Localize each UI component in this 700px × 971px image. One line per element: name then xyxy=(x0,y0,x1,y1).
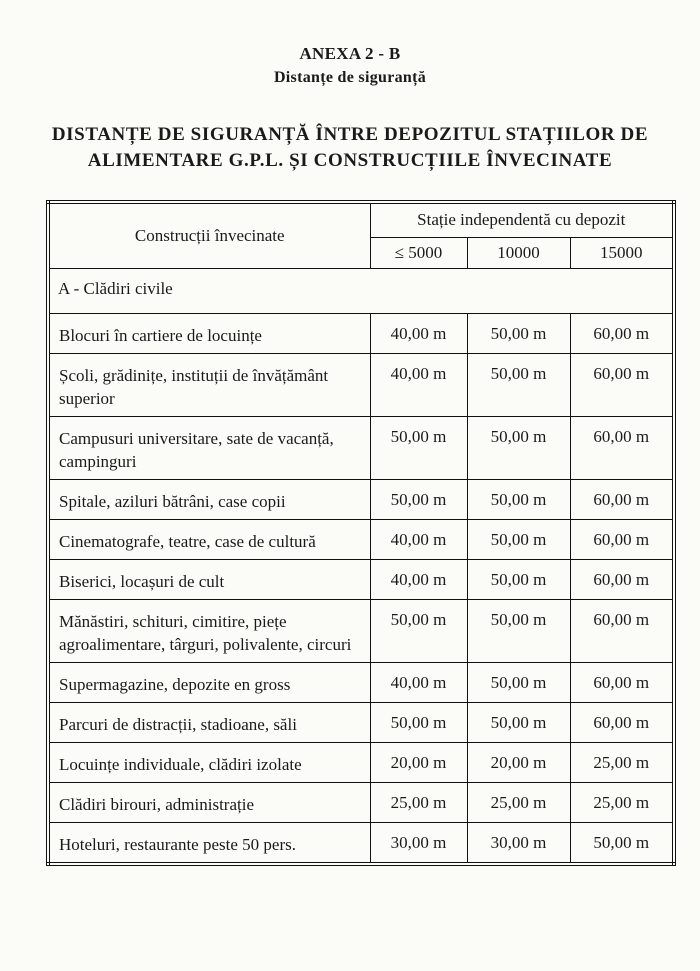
row-construction-name: Cinematografe, teatre, case de cultură xyxy=(48,520,370,560)
row-distance-15000: 60,00 m xyxy=(570,480,674,520)
row-distance-10000: 50,00 m xyxy=(467,314,570,354)
annex-subtitle: Distanțe de siguranță xyxy=(273,69,427,86)
row-construction-name: Spitale, aziluri bătrâni, case copii xyxy=(48,480,370,520)
section-civil-buildings: A - Clădiri civile xyxy=(48,269,674,314)
row-distance-15000: 60,00 m xyxy=(570,520,674,560)
row-construction-name: Blocuri în cartiere de locuințe xyxy=(48,314,370,354)
row-distance-15000: 25,00 m xyxy=(570,783,674,823)
row-distance-5000: 50,00 m xyxy=(370,600,467,663)
table-row xyxy=(48,314,674,354)
row-distance-10000: 50,00 m xyxy=(467,703,570,743)
document-title-line-1: DISTANȚE DE SIGURANȚĂ ÎNTRE DEPOZITUL STAȚIILOR DE xyxy=(51,124,649,145)
table-row xyxy=(48,480,674,520)
row-distance-10000: 25,00 m xyxy=(467,783,570,823)
row-distance-5000: 50,00 m xyxy=(370,417,467,480)
table-row xyxy=(48,783,674,823)
row-distance-5000: 50,00 m xyxy=(370,480,467,520)
header-independent-station: Stație independentă cu depozit xyxy=(370,202,674,237)
row-distance-5000: 30,00 m xyxy=(370,823,467,865)
row-distance-5000: 40,00 m xyxy=(370,663,467,703)
row-distance-10000: 50,00 m xyxy=(467,600,570,663)
document-title-line-2: ALIMENTARE G.P.L. ȘI CONSTRUCȚIILE ÎNVECINATE xyxy=(87,150,613,171)
document-title xyxy=(0,122,700,174)
row-construction-name: Clădiri birouri, administrație xyxy=(48,783,370,823)
row-construction-name: Mănăstiri, schituri, cimitire, piețe agroalimentare, târguri, polivalente, circuri xyxy=(48,600,370,663)
row-distance-15000: 60,00 m xyxy=(570,663,674,703)
row-distance-15000: 60,00 m xyxy=(570,417,674,480)
table-row xyxy=(48,354,674,417)
row-construction-name: Parcuri de distracții, stadioane, săli xyxy=(48,703,370,743)
row-construction-name: Locuințe individuale, clădiri izolate xyxy=(48,743,370,783)
row-distance-10000: 50,00 m xyxy=(467,520,570,560)
table-row xyxy=(48,520,674,560)
section-row xyxy=(48,269,674,314)
table-row xyxy=(48,600,674,663)
annex-title: ANEXA 2 - B xyxy=(299,44,401,63)
table-row xyxy=(48,743,674,783)
row-distance-5000: 20,00 m xyxy=(370,743,467,783)
header-capacity-15000: 15000 xyxy=(570,237,674,268)
table-header-row xyxy=(48,202,674,237)
row-distance-10000: 50,00 m xyxy=(467,480,570,520)
row-distance-15000: 60,00 m xyxy=(570,314,674,354)
header-capacity-5000: ≤ 5000 xyxy=(370,237,467,268)
row-distance-10000: 50,00 m xyxy=(467,560,570,600)
row-distance-10000: 20,00 m xyxy=(467,743,570,783)
row-distance-15000: 50,00 m xyxy=(570,823,674,865)
row-distance-15000: 60,00 m xyxy=(570,703,674,743)
header-capacity-10000: 10000 xyxy=(467,237,570,268)
row-construction-name: Campusuri universitare, sate de vacanță, campinguri xyxy=(48,417,370,480)
safety-distance-table xyxy=(46,200,676,866)
row-distance-15000: 60,00 m xyxy=(570,560,674,600)
row-distance-5000: 40,00 m xyxy=(370,560,467,600)
row-construction-name: Hoteluri, restaurante peste 50 pers. xyxy=(48,823,370,865)
header-neighboring-constructions: Construcții învecinate xyxy=(48,202,370,269)
table-row xyxy=(48,703,674,743)
table-row xyxy=(48,823,674,865)
row-distance-10000: 50,00 m xyxy=(467,417,570,480)
row-distance-10000: 50,00 m xyxy=(467,354,570,417)
row-distance-5000: 40,00 m xyxy=(370,314,467,354)
row-construction-name: Școli, grădinițe, instituții de învățământ superior xyxy=(48,354,370,417)
row-distance-15000: 60,00 m xyxy=(570,354,674,417)
row-distance-5000: 40,00 m xyxy=(370,520,467,560)
row-construction-name: Biserici, locașuri de cult xyxy=(48,560,370,600)
row-distance-15000: 25,00 m xyxy=(570,743,674,783)
row-distance-5000: 40,00 m xyxy=(370,354,467,417)
table-row xyxy=(48,560,674,600)
row-distance-5000: 50,00 m xyxy=(370,703,467,743)
row-distance-10000: 50,00 m xyxy=(467,663,570,703)
row-distance-5000: 25,00 m xyxy=(370,783,467,823)
row-construction-name: Supermagazine, depozite en gross xyxy=(48,663,370,703)
table-row xyxy=(48,417,674,480)
row-distance-10000: 30,00 m xyxy=(467,823,570,865)
table-row xyxy=(48,663,674,703)
row-distance-15000: 60,00 m xyxy=(570,600,674,663)
